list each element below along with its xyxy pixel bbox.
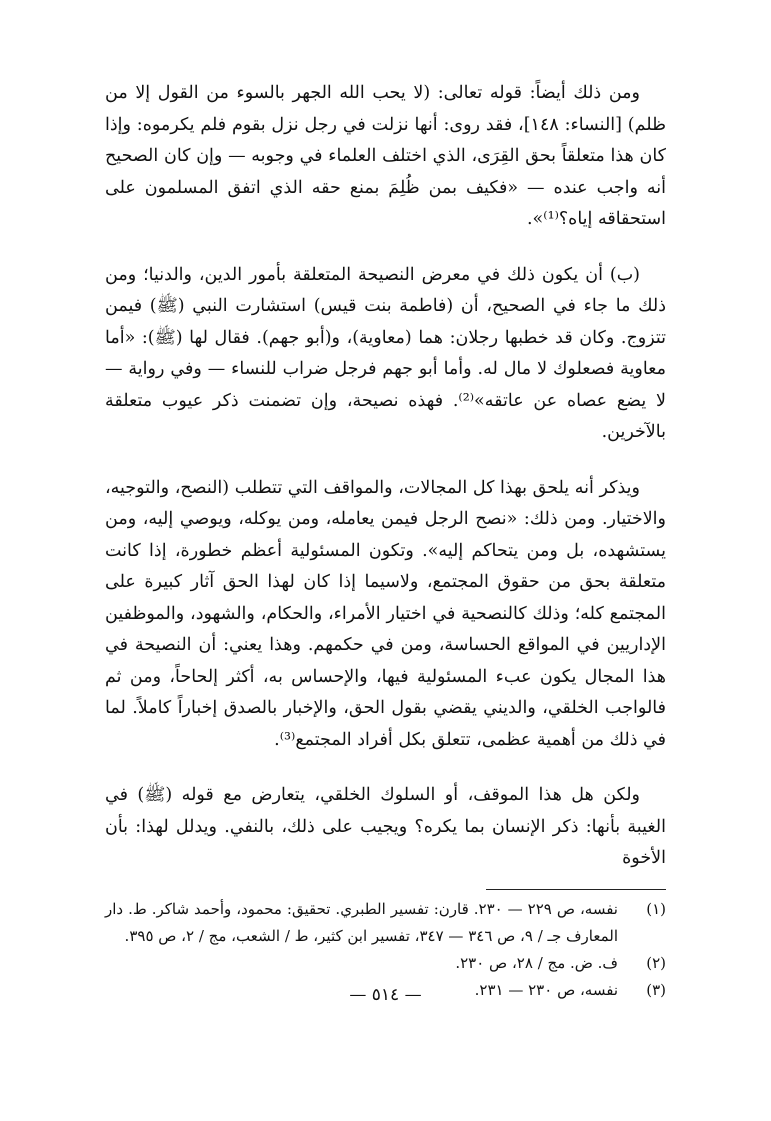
paragraph-3: ويذكر أنه يلحق بهذا كل المجالات، والمواقف التي تتطلب (النصح، والتوجيه، والاختيار. ومن ذلك: «نصح الرجل فيمن يعامله، ومن يوكله، ويوصي إليه، ومن يستشهده، بل ومن يتحاكم إليه». وتكون المسئولية أعظم خطورة، إذا كانت متعلقة بحق من حقوق المجتمع، ولاسيما إذا كان لهذا الحق آثار كبيرة على المجتمع كله؛ وذلك كالنصحية في اختيار الأمراء، والحكام، والشهود، والموظفين الإداريين في المواقع الحساسة، ومن في حكمهم. وهذا يعني: أن النصيحة في هذا المجال يكون عبء المسئولية فيها، والإحساس به، أكثر إلحاحاً، ومن ثم فالواجب الخلقي، والديني يقضي بقول الحق، والإخبار بالصدق إخباراً كاملاً. لما في ذلك من أهمية عظمى، تتعلق بكل أفراد المجتمع⁽³⁾. [105, 477, 666, 750]
footnote-number: (١) [646, 899, 666, 918]
footnote-text: نفسه، ص ٢٣٠ — ٢٣١. [474, 980, 618, 999]
footnote-2 [105, 950, 666, 977]
footnote-divider [486, 889, 666, 890]
footnote-text: نفسه، ص ٢٢٩ — ٢٣٠. قارن: تفسير الطبري. تحقيق: محمود، وأحمد شاكر. ط. دار المعارف جـ / ٩، ص ٣٤٦ — ٣٤٧، تفسير ابن كثير، ط / الشعب، مج / ٢، ص ٣٩٥. [105, 899, 618, 945]
paragraph-1: ومن ذلك أيضاً: قوله تعالى: (لا يحب الله الجهر بالسوء من القول إلا من ظلم) [النساء: ١٤٨]، فقد روى: أنها نزلت في رجل نزل بقوم فلم يكرموه: وإذا كان هذا متعلقاً بحق القِرَى، الذي اختلف العلماء في وجوبه — وإن كان الصحيح أنه واجب عنده — «فكيف بمن ظُلِمَ بمنع حقه الذي اتفق المسلمون على استحقاقه إياه؟⁽¹⁾». [105, 83, 666, 229]
footnote-number: (٣) [646, 980, 666, 999]
paragraph-2: (ب) أن يكون ذلك في معرض النصيحة المتعلقة بأمور الدين، والدنيا؛ ومن ذلك ما جاء في الصحيح، أن (فاطمة بنت قيس) استشارت النبي (ﷺ) فيمن تتزوج. وكان قد خطبها رجلان: هما (معاوية)، و(أبو جهم). فقال لها (ﷺ): «أما معاوية فصعلوك لا مال له. وأما أبو جهم فرجل ضراب للنساء — وفي رواية — لا يضع عصاه عن عاتقه»⁽²⁾. فهذه نصيحة، وإن تضمنت ذكر عيوب متعلقة بالآخرين. [105, 264, 666, 442]
page-number: — ٥١٤ — [349, 985, 422, 1005]
footnote-number: (٢) [646, 953, 666, 972]
footnote-1 [105, 896, 666, 950]
footnote-text: ف. ض. مج / ٢٨، ص ٢٣٠. [455, 953, 618, 972]
paragraph-4: ولكن هل هذا الموقف، أو السلوك الخلقي، يتعارض مع قوله (ﷺ) في الغيبة بأنها: ذكر الإنسان بما يكره؟ ويجيب على ذلك، بالنفي. ويدلل لهذا: بأن الأخوة [105, 785, 666, 868]
body-text [105, 78, 666, 875]
